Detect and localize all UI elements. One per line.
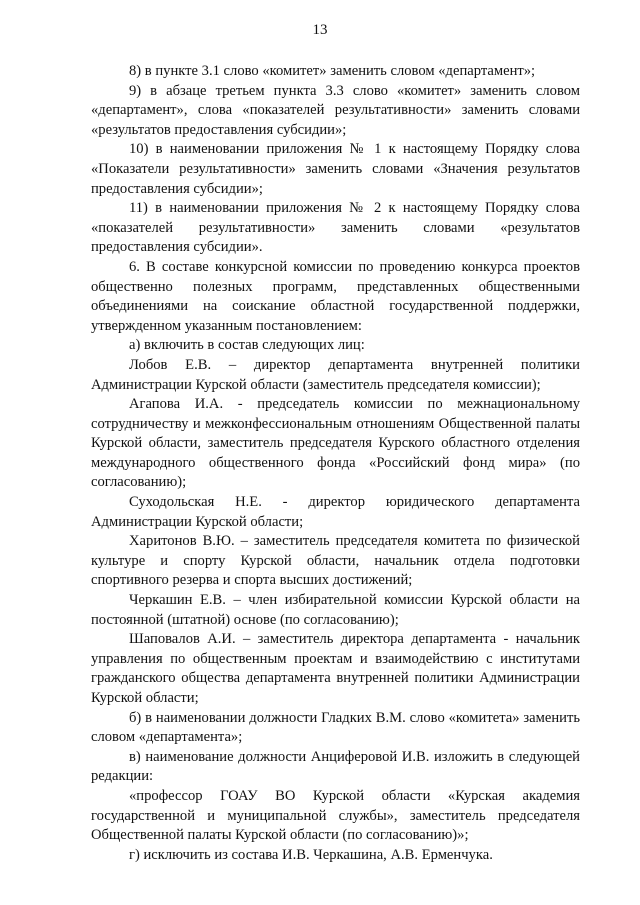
document-body — [91, 62, 580, 865]
paragraph-item-10: 10) в наименовании приложения № 1 к настоящему Порядку слова «Показатели результативности» заменить словами «Значения результатов предоставления субсидии»; — [91, 141, 580, 197]
paragraph-lobov: Лобов Е.В. – директор департамента внутренней политики Администрации Курской области (заместитель председателя комиссии); — [91, 356, 580, 393]
paragraph-kharitonov: Харитонов В.Ю. – заместитель председателя комитета по физической культуре и спорту Курской области, начальник отдела подготовки спортивного резерва и спорта высших достижений; — [91, 533, 580, 589]
paragraph-item-11: 11) в наименовании приложения № 2 к настоящему Порядку слова «показателей результативности» заменить словами «результатов предоставления субсидии». — [91, 200, 580, 256]
paragraph-sukhodolskaya: Суходольская Н.Е. - директор юридического департамента Администрации Курской области; — [91, 494, 580, 530]
paragraph-shapovalov: Шаповалов А.И. – заместитель директора департамента - начальник управления по общественным проектам и взаимодействию с институтами гражданского общества департамента внутренней политики Администрации Курской области; — [91, 631, 580, 706]
paragraph-cherkashin: Черкашин Е.В. – член избирательной комиссии Курской области на постоянной (штатной) основе (по согласованию); — [91, 592, 580, 628]
paragraph-item-8: 8) в пункте 3.1 слово «комитет» заменить словом «департамент»; — [129, 63, 536, 79]
paragraph-agapova: Агапова И.А. - председатель комиссии по межнациональному сотрудничеству и межконфессиональным отношениям Общественной палаты Курской области, заместитель председателя Курского областного отделения международного общественного фонда «Российский фонд мира» (по согласованию); — [91, 396, 580, 491]
paragraph-item-9: 9) в абзаце третьем пункта 3.3 слово «комитет» заменить словом «департамент», слова «показателей результативности» заменить словами «результатов предоставления субсидии»; — [91, 82, 580, 138]
page-number: 13 — [312, 22, 328, 38]
paragraph-subitem-a: а) включить в состав следующих лиц: — [129, 337, 365, 354]
paragraph-subitem-b: б) в наименовании должности Гладких В.М. слово «комитета» заменить словом «департамента»; — [91, 709, 580, 746]
paragraph-subitem-v: в) наименование должности Анциферовой И.В. изложить в следующей редакции: — [91, 748, 580, 785]
paragraph-professor-quote: «профессор ГОАУ ВО Курской области «Курская академия государственной и муниципальной службы», заместитель председателя Общественной палаты Курской области (по согласованию)»; — [91, 787, 580, 844]
paragraph-section-6: 6. В составе конкурсной комиссии по проведению конкурса проектов общественно полезных программ, представленных общественными объединениями на соискание областной государственной поддержки, утвержденном указанным постановлением: — [91, 258, 580, 334]
paragraph-subitem-g: г) исключить из состава И.В. Черкашина, А.В. Ерменчука. — [129, 846, 493, 863]
